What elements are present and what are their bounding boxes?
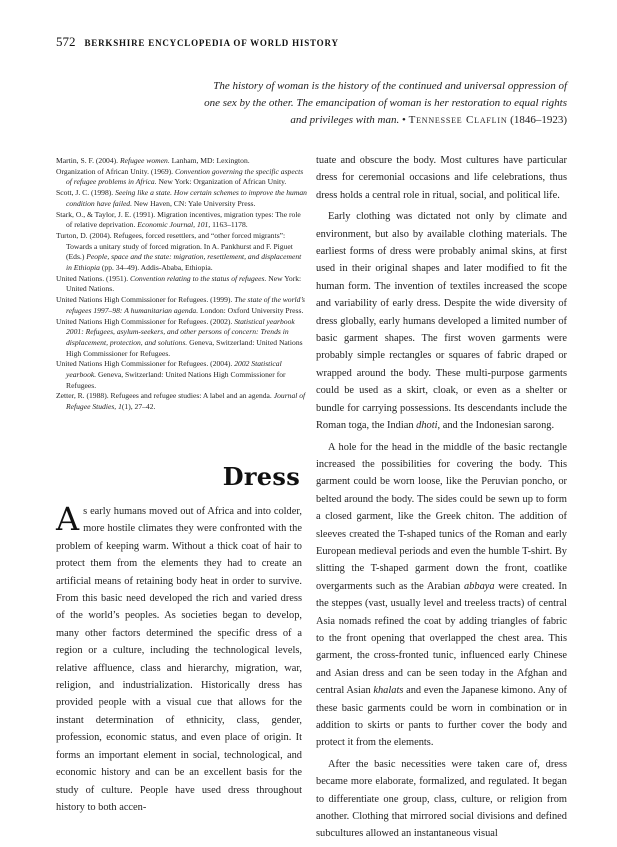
body-paragraph: A hole for the head in the middle of the basic rectangle increased the possibilities for covering the body. This garment could be worn loose, like the Peruvian poncho, or belted around the body. The sides could be sewn up to form a closed garment, like the Greek chiton. The addition of sleeves created the T-shaped tunics of the Roman and early European medieval periods and even the humble T-shirt. By slitting the T-shaped garment down the front, coatlike overgarments such as the Arabian abbaya were created. In the steppes (vast, usually level and treeless tracts) of central Asia nomads refined the coat by adding triangles of fabric to the front opening that overlapped the chest area. This garment, the cross-fronted tunic, influenced early Chinese and Asian dress and can be seen today in the Afghan and central Asian khalats and even the Japanese kimono. Any of these basic garments could be worn in combination or in addition to skirts or pants to further cover the body and protect it from the elements.: [316, 441, 568, 749]
reference-item: Zetter, R. (1988). Refugees and refugee studies: A label and an agenda. Journal of Refugee Studies, 1(1), 27–42.: [56, 391, 306, 412]
body-paragraph: After the basic necessities were taken care of, dress became more elaborate, formalized, and regulated. It began to differentiate one group, class, culture, or religion from another. Clothing that mirrored social divisions and defined subcultures allowed an instantaneous visual: [316, 758, 567, 840]
running-head: [56, 34, 339, 50]
page-number: 572: [56, 34, 76, 49]
body-paragraph: Early clothing was dictated not only by climate and environment, but also by available clothing materials. The earliest forms of dress were probably animal skins, at first used in their original shapes and later modified to fit the human form. The invention of textiles increased the scope and variability of early dress. Despite the wide diversity of dress globally, early humans developed a limited number of basic garment shapes. The first woven garments were probably simple rectangles or squares of fabric draped or wrapped around the body. These multi-purpose garments could be used as a skirt, cloak, or even as a shelter or bundle for carrying possessions. Its descendants include the Roman toga, the Indian dhoti, and the Indonesian sarong.: [316, 211, 567, 432]
article-title: Dress: [222, 462, 300, 491]
article-body-column: [316, 152, 567, 847]
reference-item: Scott, J. C. (1998). Seeing like a state. How certain schemes to improve the human condition have failed. New Haven, CN: Yale University Press.: [56, 188, 307, 208]
reference-item: Stark, O., & Taylor, J. E. (1991). Migration incentives, migration types: The role of relative deprivation. Economic Journal, 101, 1163–1178.: [56, 209, 301, 230]
epigraph-quote: The history of woman is the history of the continued and universal oppression of one sex by the other. The emancipation of woman is her restoration to equal rights and privileges with man.: [204, 80, 567, 126]
reference-item: United Nations High Commissioner for Refugees. (2002). Statistical yearbook 2001: Refugees, asylum-seekers, and other persons of concern: Trends in displacement, protection, and solutions. Geneva, Switzerland: United Nations High Commissioner for Refugees.: [56, 316, 303, 358]
reference-item: Martin, S. F. (2004). Refugee women. Lanham, MD: Lexington.: [56, 156, 250, 165]
references-list: [56, 156, 308, 413]
publication-title: BERKSHIRE ENCYCLOPEDIA OF WORLD HISTORY: [84, 38, 339, 48]
reference-item: United Nations High Commissioner for Refugees. (2004). 2002 Statistical yearbook. Geneva, Switzerland: United Nations High Commissioner for Refugees.: [56, 359, 286, 390]
body-paragraph: tuate and obscure the body. Most cultures have particular dress for ceremonial occasions and life celebrations, thus dress holds a central role in ritual, social, and political life.: [316, 155, 567, 201]
epigraph: [195, 78, 567, 129]
epigraph-attribution: [402, 114, 567, 126]
reference-item: Organization of African Unity. (1969). Convention governing the specific aspects of refugee problems in Africa. New York: Organization of African Unity.: [56, 166, 304, 187]
article-intro-column: [56, 500, 302, 816]
reference-item: United Nations. (1951). Convention relating to the status of refugees. New York: United Nations.: [56, 273, 302, 294]
reference-item: Turton, D. (2004). Refugees, forced resettlers, and “other forced migrants”: Towards a unitary study of forced migration. In A. Pankhurst and F. Piguet (Eds.) People, space and the state: migration, resettlement, and displacement in Ethiopia (pp. 34–49). Addis-Ababa, Ethiopia.: [56, 230, 302, 273]
intro-paragraph: s early humans moved out of Africa and into colder, more hostile climates they were confronted with the problem of keeping warm. Without a thick coat of hair to protect them from the elements they had to create an artificial means of retaining body heat in order to survive. From this basic need developed the rich and varied dress of the world’s peoples. As societies began to develop, many other factors determined the specific dress of a region or a culture, including the technological levels, relative affluence, class and hierarchy, migration, war, religion, and industrialization. Historically dress has provided people with a visual cue that allows for the instant determination of ethnicity, class, gender, profession, economic status, and even place of origin. It forms an important element in social, technological, and economic history and can be an excellent basis for the study of culture. People have used dress throughout history to both accen-: [56, 506, 302, 813]
epigraph-bullet: •: [401, 114, 406, 126]
reference-item: United Nations High Commissioner for Refugees. (1999). The state of the world’s refugees 1997–98: A humanitarian agenda. London: Oxford University Press.: [56, 295, 305, 315]
epigraph-author: Tennessee Claflin: [408, 114, 508, 126]
epigraph-years: (1846–1923): [510, 114, 567, 126]
drop-cap: A: [56, 500, 80, 538]
